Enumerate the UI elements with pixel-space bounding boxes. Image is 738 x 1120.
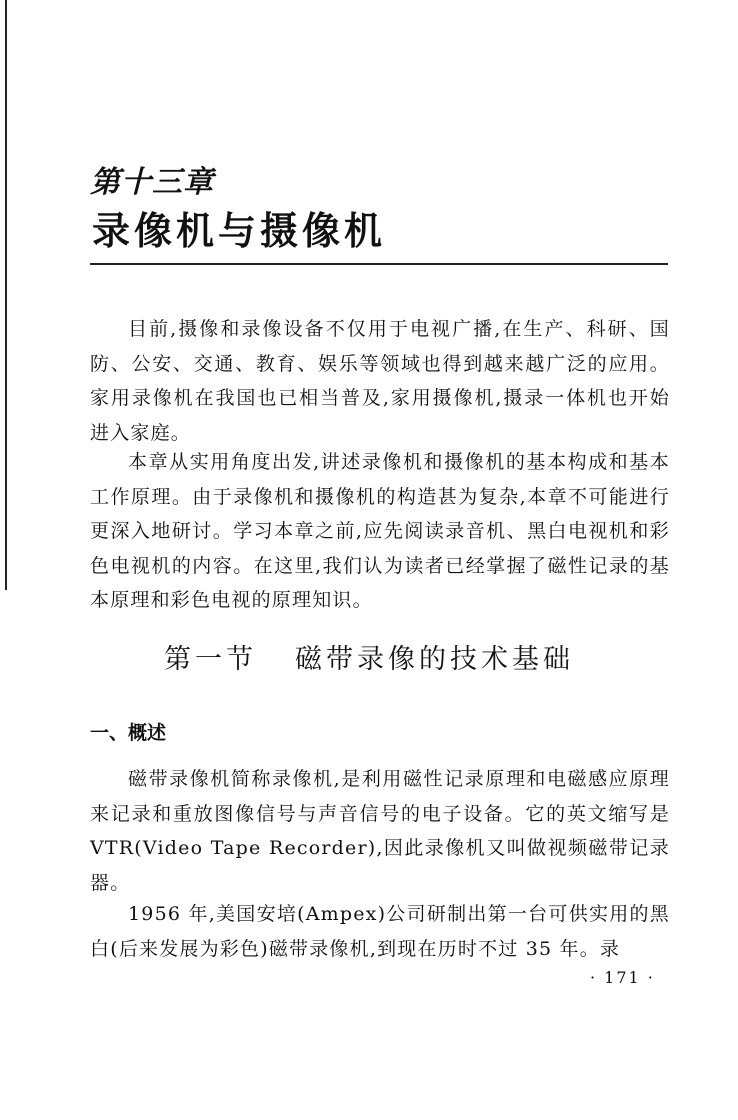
intro-paragraph-1: 目前,摄像和录像设备不仅用于电视广播,在生产、科研、国防、公安、交通、教育、娱乐等领域也得到越来越广泛的应用。家用录像机在我国也已相当普及,家用摄像机,摄录一体机也开始进入家庭。 <box>90 318 670 444</box>
overview-paragraph-2: 1956 年,美国安培(Ampex)公司研制出第一台可供实用的黑白(后来发展为彩色)磁带录像机,到现在历时不过 35 年。录 <box>90 903 670 960</box>
section-heading <box>0 637 738 676</box>
section-number: 第一节 <box>164 644 257 675</box>
section-title: 磁带录像的技术基础 <box>295 644 574 675</box>
subsection-heading: 一、概述 <box>90 722 167 744</box>
overview-paragraph-1: 磁带录像机简称录像机,是利用磁性记录原理和电磁感应原理来记录和重放图像信号与声音信号的电子设备。它的英文缩写是 VTR(Video Tape Recorder),因此录像机又叫做视频磁带记录器。 <box>90 768 670 894</box>
chapter-label: 第十三章 <box>90 165 214 200</box>
title-divider <box>90 263 668 265</box>
intro-paragraph-2: 本章从实用角度出发,讲述录像机和摄像机的基本构成和基本工作原理。由于录像机和摄像机的构造甚为复杂,本章不可能进行更深入地研讨。学习本章之前,应先阅读录音机、黑白电视机和彩色电视机的内容。在这里,我们认为读者已经掌握了磁性记录的基本原理和彩色电视的原理知识。 <box>90 451 670 611</box>
page-number: · 171 · <box>590 968 655 987</box>
left-margin-rule <box>5 0 7 590</box>
chapter-title: 录像机与摄像机 <box>92 209 387 253</box>
